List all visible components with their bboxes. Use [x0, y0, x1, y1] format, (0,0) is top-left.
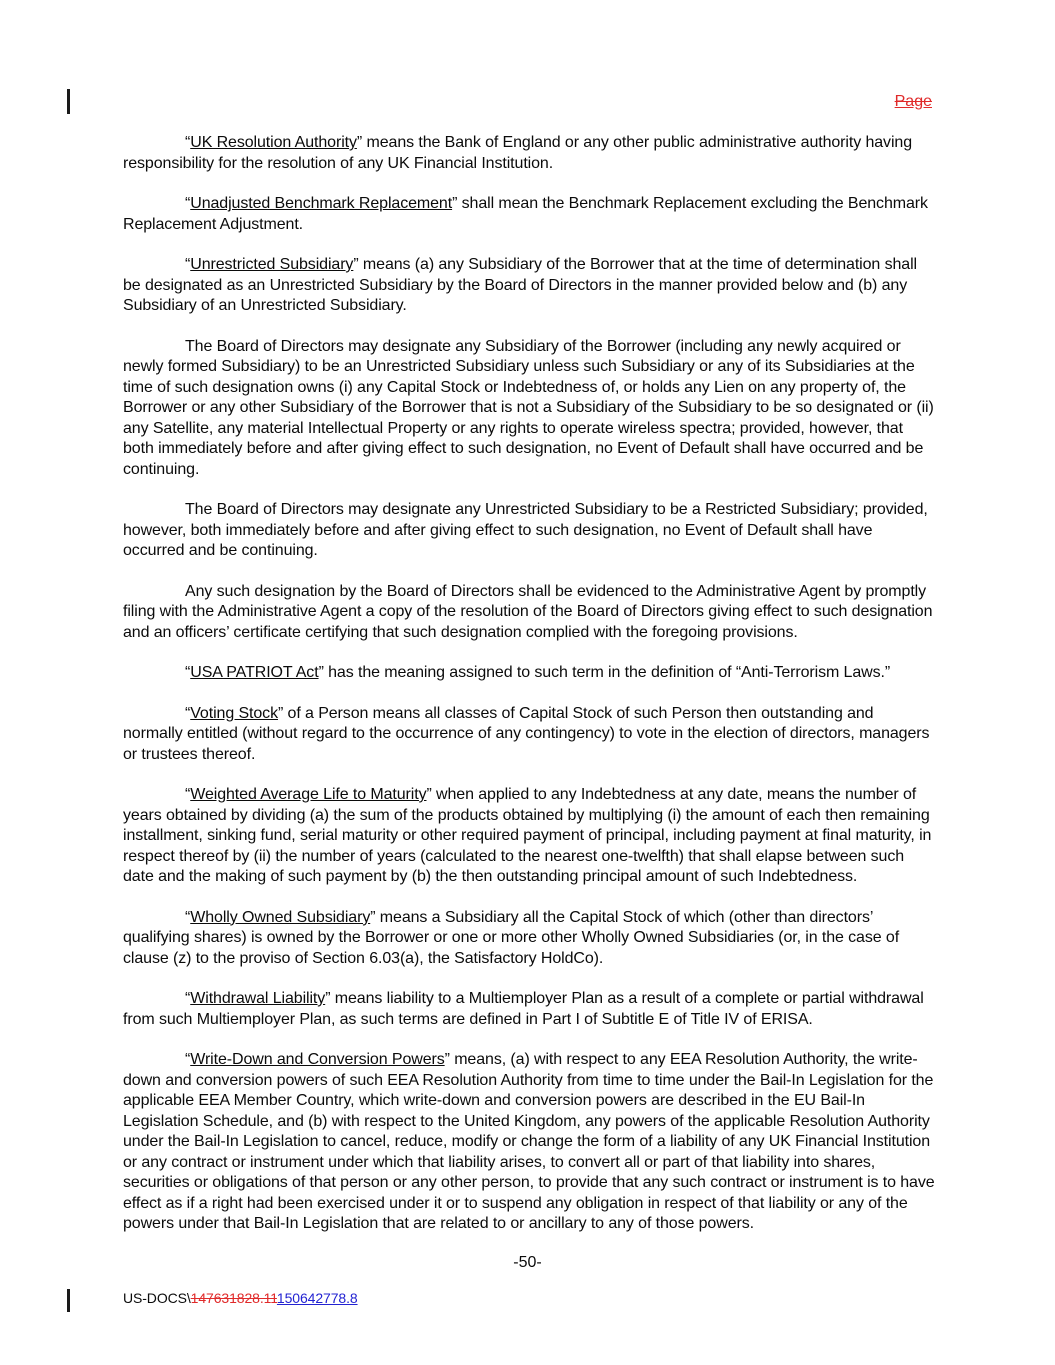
paragraph: [123, 989, 935, 1030]
paragraph: [123, 582, 935, 644]
defined-term: Unadjusted Benchmark Replacement: [190, 195, 453, 212]
defined-term: Withdrawal Liability: [190, 990, 326, 1007]
paragraph-text: “: [185, 1051, 191, 1068]
paragraph: [123, 194, 935, 235]
paragraph-text: ” shall mean the Benchmark Replacement excluding the Benchmark Replacement Adjustment.: [123, 195, 928, 233]
defined-term: Wholly Owned Subsidiary: [190, 908, 371, 926]
paragraph: [123, 337, 935, 481]
paragraph: [123, 1050, 935, 1235]
paragraph-text: Any such designation by the Board of Directors shall be evidenced to the Administrative Agent by promptly filing with the Administrative Agent a copy of the resolution of the Board of Directors giving effect to such designation and an officers’ certificate certifying that such designation complied with the foregoing provisions.: [123, 582, 933, 641]
paragraph-text: “: [185, 195, 191, 212]
paragraph-text: ” means liability to a Multiemployer Plan as a result of a complete or partial withdrawal from such Multiemployer Plan, as such terms are defined in Part I of Subtitle E of Title IV of ERISA.: [123, 990, 924, 1028]
paragraph-text: ” has the meaning assigned to such term in the definition of “Anti-Terrorism Laws.”: [318, 664, 891, 681]
paragraph-text: ” means a Subsidiary all the Capital Stock of which (other than directors’ qualifying shares) is owned by the Borrower or one or more other Wholly Owned Subsidiaries (or, in the case of clause (z) to the proviso of Section 6.03(a), the Satisfactory HoldCo).: [123, 908, 900, 967]
paragraph-text: ” means (a) any Subsidiary of the Borrower that at the time of determination shall be designated as an Unrestricted Subsidiary by the Board of Directors in the manner provided below and (b) any Subsidiary of an Unrestricted Subsidiary.: [123, 256, 917, 314]
paragraph-text: The Board of Directors may designate any Subsidiary of the Borrower (including any newly acquired or newly formed Subsidiary) to be an Unrestricted Subsidiary unless such Subsidiary or any of its Subsidiaries at the time of such designation owns (i) any Capital Stock or Indebtedness of, or holds any Lien on any property of, the Borrower or any other Subsidiary of the Borrower that is not a Subsidiary of the Subsidiary to be so designated or (ii) any Satellite, any material Intellectual Property or any rights to operate wireless spectra; provided, however, that both immediately before and after giving effect to such designation, no Event of Default shall have occurred and be continuing.: [123, 337, 934, 478]
paragraph-text: “: [185, 786, 191, 803]
paragraphs: [123, 133, 935, 1255]
paragraph: [123, 133, 935, 174]
paragraph: [123, 500, 935, 562]
paragraph-text: “: [185, 664, 191, 681]
paragraph-text: ” when applied to any Indebtedness at any date, means the number of years obtained by dividing (a) the sum of the products obtained by multiplying (i) the amount of each then remaining installment, sinking fund, serial maturity or other required payment of principal, including payment at final maturity, in respect thereof by (ii) the number of years (calculated to the nearest one-twelfth) that shall elapse between such date and the making of such payment by (b) the then outstanding principal amount of such Indebtedness.: [123, 786, 932, 885]
paragraph-text: “: [185, 704, 191, 722]
document-id-footer: [123, 1290, 358, 1306]
doc-id-deleted: 147631828.11: [190, 1290, 277, 1306]
paragraph: [123, 908, 935, 970]
revision-change-bar: [67, 1289, 70, 1312]
paragraph-text: ” means the Bank of England or any other public administrative authority having responsibility for the resolution of any UK Financial Institution.: [123, 134, 913, 172]
revision-change-bar: [67, 89, 70, 114]
paragraph-text: “: [185, 908, 191, 926]
paragraph-text: “: [185, 990, 191, 1007]
paragraph: [123, 663, 935, 684]
doc-id-inserted: 150642778.8: [276, 1290, 358, 1306]
paragraph: [123, 255, 935, 317]
defined-term: USA PATRIOT Act: [190, 664, 319, 681]
page-number: -50-: [513, 1254, 542, 1271]
page-header: [895, 92, 932, 111]
paragraph-text: “: [185, 256, 191, 273]
paragraph-text: “: [185, 134, 191, 151]
doc-id-prefix: US-DOCS\: [123, 1290, 191, 1306]
paragraph: [123, 704, 935, 766]
paragraph-text: ” means, (a) with respect to any EEA Resolution Authority, the write-down and conversion powers of such EEA Resolution Authority from time to time under the Bail-In Legislation for the applicable EEA Member Country, which write-down and conversion powers are described in the EU Bail-In Legislation Schedule, and (b) with respect to the United Kingdom, any powers of the applicable Resolution Authority under the Bail-In Legislation to cancel, reduce, modify or change the form of a liability of any UK Financial Institution or any contract or instrument under which that liability arises, to convert all or part of that liability into shares, securities or obligations of that person or any other person, to provide that any such contract or instrument is to have effect as if a right had been exercised under it or to suspend any obligation in respect of that liability or any of the powers under that Bail-In Legislation that are related to or ancillary to any of those powers.: [123, 1051, 935, 1232]
deleted-page-link: Page: [894, 93, 932, 110]
paragraph-text: The Board of Directors may designate any Unrestricted Subsidiary to be a Restricted Subsidiary; provided, however, both immediately before and after giving effect to such designation, no Event of Default shall have occurred and be continuing.: [123, 501, 928, 559]
defined-term: Write-Down and Conversion Powers: [190, 1051, 445, 1068]
paragraph: [123, 785, 935, 888]
paragraph-text: ” of a Person means all classes of Capital Stock of such Person then outstanding and normally entitled (without regard to the occurrence of any contingency) to vote in the election of directors, managers or trustees thereof.: [123, 704, 930, 763]
defined-term: Voting Stock: [190, 704, 278, 722]
defined-term: Unrestricted Subsidiary: [190, 256, 354, 273]
defined-term: UK Resolution Authority: [190, 134, 357, 151]
defined-term: Weighted Average Life to Maturity: [190, 786, 427, 803]
